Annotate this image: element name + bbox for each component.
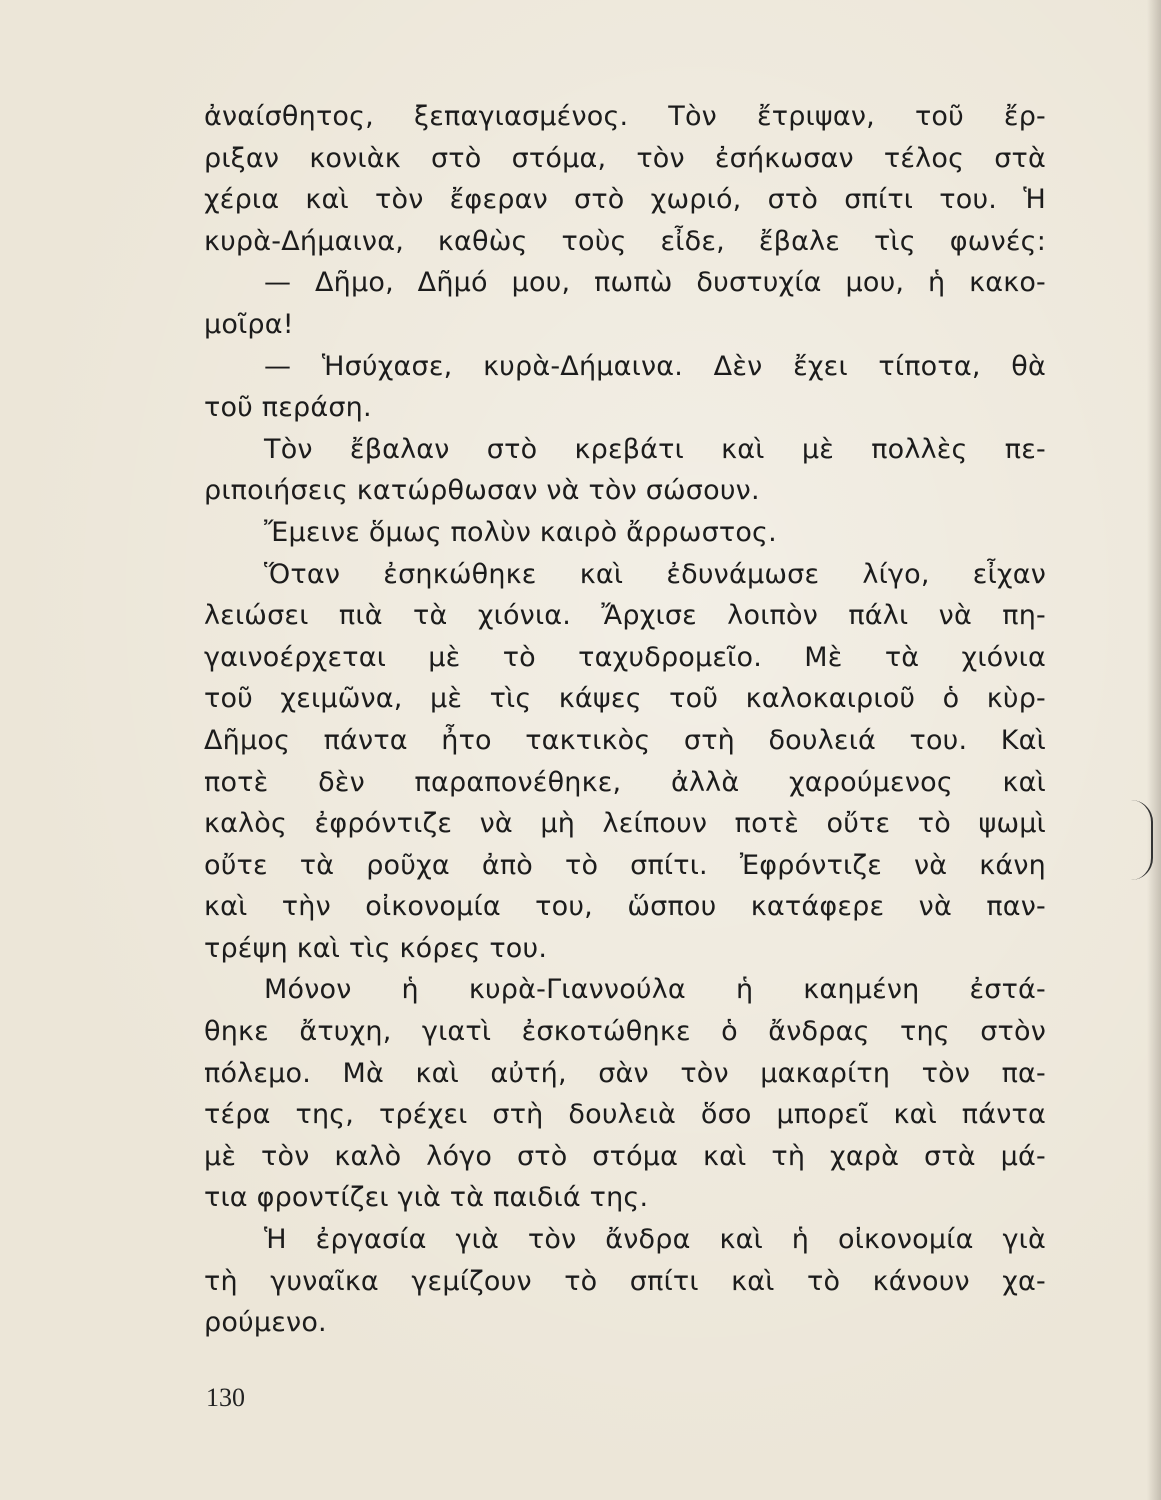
text-line: πόλεμο. Μὰ καὶ αὐτή, σὰν τὸν μακαρίτη τὸν πα- — [204, 1057, 1046, 1089]
text-line: Ἡ ἐργασία γιὰ τὸν ἄνδρα καὶ ἡ οἰκονομία γιὰ — [264, 1224, 1046, 1256]
text-line: Ἔμεινε ὅμως πολὺν καιρὸ ἄρρωστος. — [264, 516, 777, 548]
text-line: ριποιήσεις κατώρθωσαν νὰ τὸν σώσουν. — [204, 475, 760, 507]
text-line: Ὅταν ἐσηκώθηκε καὶ ἐδυνάμωσε λίγο, εἶχαν — [264, 558, 1046, 590]
text-line: μὲ τὸν καλὸ λόγο στὸ στόμα καὶ τὴ χαρὰ στὰ μά- — [204, 1140, 1046, 1172]
text-line: τρέψη καὶ τὶς κόρες του. — [204, 932, 548, 964]
text-line: θηκε ἄτυχη, γιατὶ ἐσκοτώθηκε ὁ ἄνδρας της στὸν — [204, 1016, 1046, 1048]
text-line: καὶ τὴν οἰκονομία του, ὥσπου κατάφερε νὰ παν- — [204, 891, 1046, 923]
text-line: τὴ γυναῖκα γεμίζουν τὸ σπίτι καὶ τὸ κάνουν χα- — [204, 1265, 1046, 1297]
body-text — [204, 96, 1046, 1344]
text-line: μοῖρα! — [204, 308, 294, 340]
page-edge-shadow — [1147, 0, 1161, 1500]
text-line: τοῦ χειμῶνα, μὲ τὶς κάψες τοῦ καλοκαιριοῦ ὁ κὺρ- — [204, 683, 1046, 715]
text-line: ποτὲ δὲν παραπονέθηκε, ἀλλὰ χαρούμενος καὶ — [204, 766, 1046, 798]
text-line: Τὸν ἔβαλαν στὸ κρεβάτι καὶ μὲ πολλὲς πε- — [264, 433, 1046, 465]
text-line: — Ἡσύχασε, κυρὰ-Δήμαινα. Δὲν ἔχει τίποτα, θὰ — [264, 350, 1046, 382]
text-line: Δῆμος πάντα ἦτο τακτικὸς στὴ δουλειά του. Καὶ — [204, 724, 1046, 756]
text-line: λειώσει πιὰ τὰ χιόνια. Ἄρχισε λοιπὸν πάλι νὰ πη- — [204, 600, 1046, 632]
text-line: καλὸς ἐφρόντιζε νὰ μὴ λείπουν ποτὲ οὔτε τὸ ψωμὶ — [204, 808, 1046, 840]
text-line: ριξαν κονιὰκ στὸ στόμα, τὸν ἐσήκωσαν τέλος στὰ — [204, 142, 1046, 174]
text-line: κυρὰ-Δήμαινα, καθὼς τοὺς εἶδε, ἔβαλε τὶς φωνές: — [204, 225, 1046, 257]
text-line: γαινοέρχεται μὲ τὸ ταχυδρομεῖο. Μὲ τὰ χιόνια — [204, 641, 1046, 673]
text-line: ρούμενο. — [204, 1307, 327, 1339]
text-line: Μόνον ἡ κυρὰ-Γιαννούλα ἡ καημένη ἐστά- — [264, 974, 1046, 1006]
margin-pencil-bracket — [1131, 800, 1153, 880]
text-line: τοῦ περάση. — [204, 392, 372, 424]
text-line: — Δῆμο, Δῆμό μου, πωπὼ δυστυχία μου, ἡ κακο- — [264, 267, 1046, 299]
page-number: 130 — [206, 1383, 245, 1412]
text-line: τια φροντίζει γιὰ τὰ παιδιά της. — [204, 1182, 649, 1214]
text-line: ἀναίσθητος, ξεπαγιασμένος. Τὸν ἔτριψαν, τοῦ ἔρ- — [204, 101, 1046, 132]
text-line: οὔτε τὰ ροῦχα ἀπὸ τὸ σπίτι. Ἐφρόντιζε νὰ κάνη — [204, 849, 1046, 881]
text-line: χέρια καὶ τὸν ἔφεραν στὸ χωριό, στὸ σπίτι του. Ἡ — [204, 184, 1046, 216]
text-line: τέρα της, τρέχει στὴ δουλειὰ ὅσο μπορεῖ καὶ πάντα — [204, 1099, 1046, 1131]
